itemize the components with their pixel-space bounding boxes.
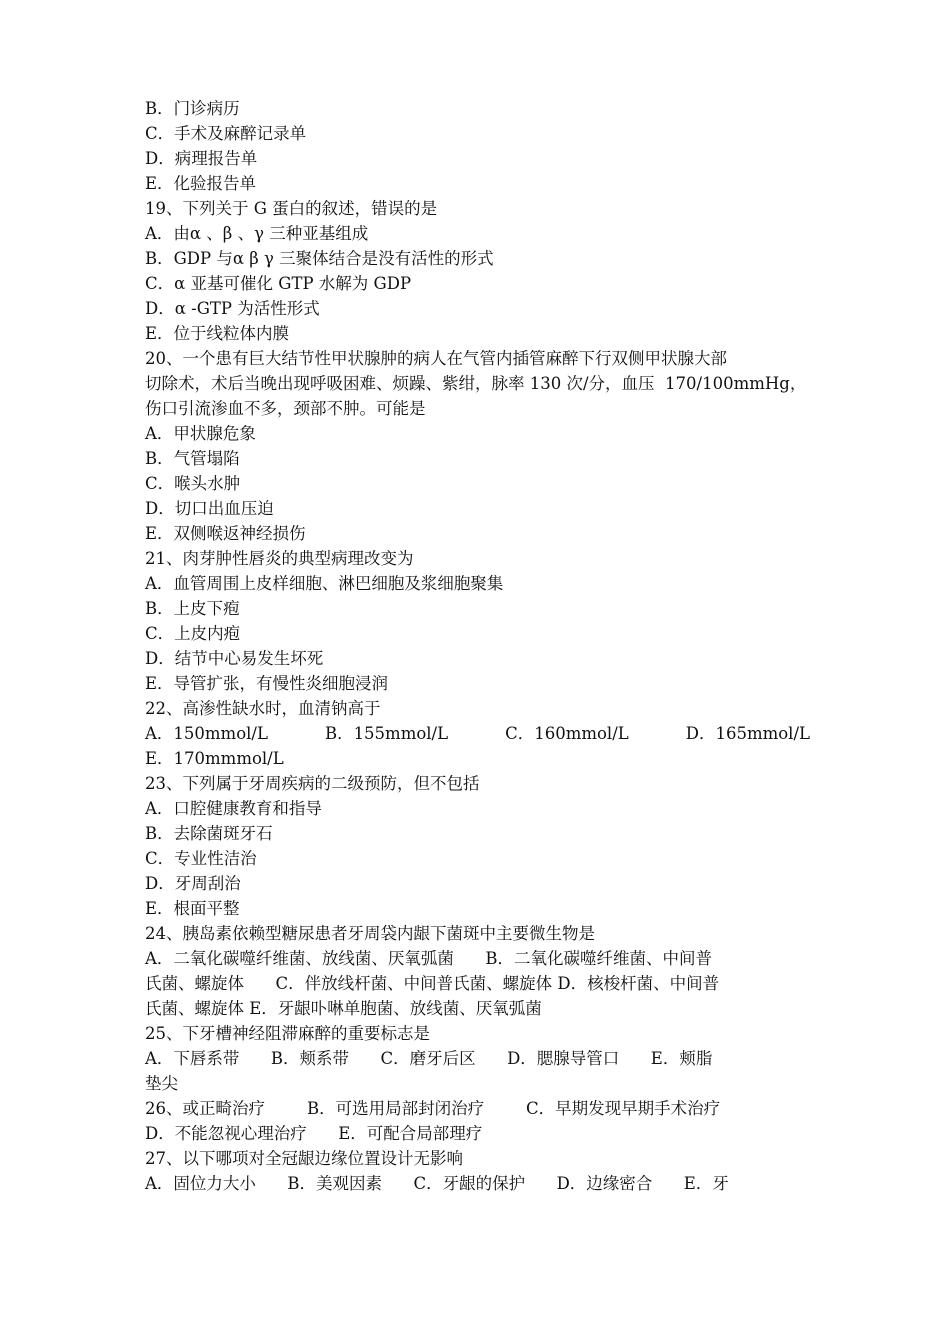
- option-a: A．150mmol/L: [145, 724, 268, 743]
- text-line: E．位于线粒体内膜: [145, 324, 290, 343]
- text-line: A．下唇系带 B．颊系带 C．磨牙后区 D．腮腺导管口 E．颊脂: [145, 1049, 713, 1068]
- text-line: D．结节中心易发生坏死: [145, 649, 324, 668]
- question-23: 23、下列属于牙周疾病的二级预防，但不包括: [145, 774, 480, 793]
- text-line: 伤口引流渗血不多，颈部不肿。可能是: [145, 399, 426, 418]
- text-line: B．去除菌斑牙石: [145, 824, 273, 843]
- text-line: E．化验报告单: [145, 174, 257, 193]
- text-line: 切除术，术后当晚出现呼吸困难、烦躁、紫绀，脉率 130 次/分，血压 170/100mmHg，: [145, 374, 807, 393]
- text-line: 垫尖: [145, 1074, 178, 1093]
- question-27: 27、以下哪项对全冠龈边缘位置设计无影响: [145, 1149, 463, 1168]
- question-20: 20、一个患有巨大结节性甲状腺肿的病人在气管内插管麻醉下行双侧甲状腺大部: [145, 349, 727, 368]
- text-line: A．口腔健康教育和指导: [145, 799, 322, 818]
- text-line: D．切口出血压迫: [145, 499, 274, 518]
- text-line: A．由α 、β 、γ 三种亚基组成: [145, 224, 369, 243]
- options-row: [145, 721, 810, 746]
- text-line: 氏菌、螺旋体 C．伴放线杆菌、中间普氏菌、螺旋体 D．核梭杆菌、中间普: [145, 974, 720, 993]
- text-line: B．上皮下疱: [145, 599, 240, 618]
- question-25: 25、下牙槽神经阻滞麻醉的重要标志是: [145, 1024, 430, 1043]
- text-line: C．上皮内疱: [145, 624, 241, 643]
- text-line: C．专业性洁治: [145, 849, 257, 868]
- text-line: B．GDP 与α β γ 三聚体结合是没有活性的形式: [145, 249, 494, 268]
- text-line: A．甲状腺危象: [145, 424, 256, 443]
- document-page: [145, 96, 810, 1196]
- text-line: E．导管扩张，有慢性炎细胞浸润: [145, 674, 389, 693]
- text-line: E．双侧喉返神经损伤: [145, 524, 306, 543]
- text-line: E．根面平整: [145, 899, 240, 918]
- question-19: 19、下列关于 G 蛋白的叙述，错误的是: [145, 199, 438, 218]
- text-line: C．α 亚基可催化 GTP 水解为 GDP: [145, 274, 412, 293]
- text-line: B．气管塌陷: [145, 449, 240, 468]
- question-22: 22、高渗性缺水时，血清钠高于: [145, 699, 381, 718]
- question-24: 24、胰岛素依赖型糖尿患者牙周袋内龈下菌斑中主要微生物是: [145, 924, 595, 943]
- text-line: A．血管周围上皮样细胞、淋巴细胞及浆细胞聚集: [145, 574, 504, 593]
- text-line: D．α -GTP 为活性形式: [145, 299, 320, 318]
- text-line: A．固位力大小 B．美观因素 C．牙龈的保护 D．边缘密合 E．牙: [145, 1174, 729, 1193]
- option-c: C．160mmol/L: [505, 724, 629, 743]
- question-26: 26、或正畸治疗 B．可选用局部封闭治疗 C．早期发现早期手术治疗: [145, 1099, 721, 1118]
- text-line: D．不能忽视心理治疗 E．可配合局部理疗: [145, 1124, 483, 1143]
- option-b: B．155mmol/L: [324, 724, 449, 743]
- question-21: 21、肉芽肿性唇炎的典型病理改变为: [145, 549, 414, 568]
- option-d: D．165mmol/L: [685, 724, 810, 743]
- text-line: D．病理报告单: [145, 149, 258, 168]
- text-line: E．170mmmol/L: [145, 749, 284, 768]
- text-line: 氏菌、螺旋体 E．牙龈卟啉单胞菌、放线菌、厌氧弧菌: [145, 999, 542, 1018]
- text-line: C．喉头水肿: [145, 474, 241, 493]
- text-line: A．二氧化碳噬纤维菌、放线菌、厌氧弧菌 B．二氧化碳噬纤维菌、中间普: [145, 949, 713, 968]
- text-line: B．门诊病历: [145, 99, 240, 118]
- text-line: C．手术及麻醉记录单: [145, 124, 307, 143]
- text-line: D．牙周刮治: [145, 874, 241, 893]
